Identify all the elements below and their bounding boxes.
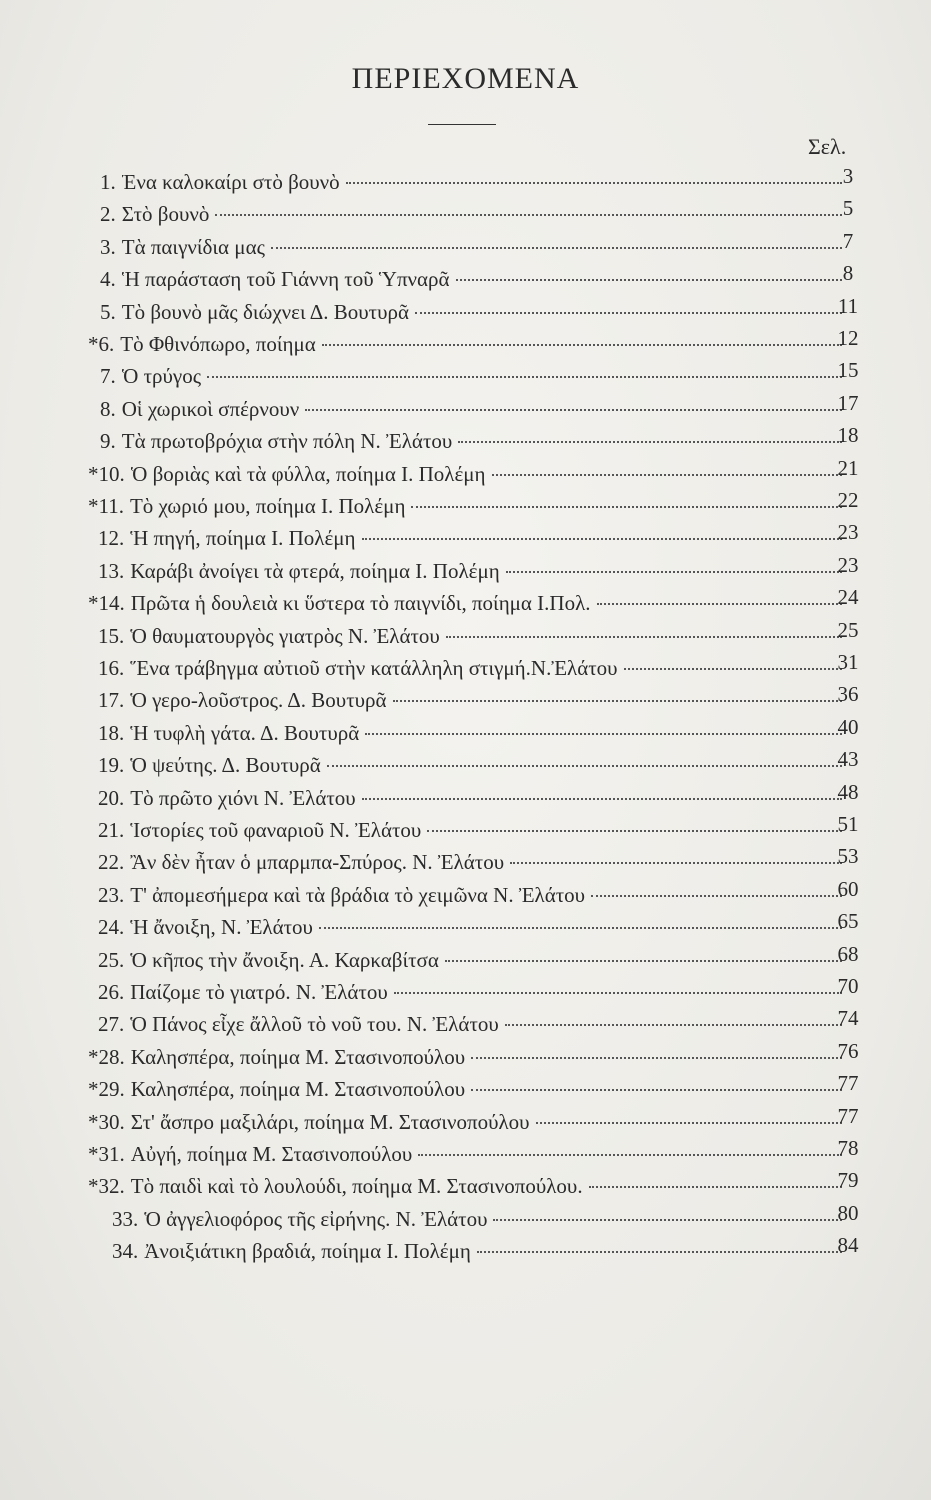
toc-entry-page: 78 [837,1136,859,1160]
toc-entry-title: Αὐγή, ποίημα Μ. Στασινοπούλου [130,1142,413,1166]
dot-leader [456,279,842,281]
page-title: ΠΕΡΙΕΧΟΜΕΝΑ [351,62,580,95]
toc-entry-title: Τὸ χωριό μου, ποίημα Ι. Πολέμη [129,494,406,518]
dot-leader [365,733,842,735]
toc-entry [88,326,859,364]
toc-entry-number: *29. [88,1077,125,1102]
toc-entry-title: Στὸ βουνὸ [121,202,210,227]
toc-entry-page: 51 [837,812,859,836]
toc-entry-number: 4. [100,267,116,292]
dot-leader [207,376,842,378]
toc-entry-page: 24 [837,585,859,610]
toc-entry-number: 9. [100,429,116,454]
toc-entry [98,552,859,591]
dot-leader [492,474,842,476]
toc-entry-page: 23 [837,520,859,545]
toc-entry-page: 43 [837,747,859,772]
dot-leader [427,830,842,832]
toc-entry-page: 77 [837,1103,859,1128]
toc-entry-title: Ὁ ἀγγελιοφόρος τῆς εἰρήνης. Ν. Ἐλάτου [144,1206,488,1231]
toc-entry [100,196,854,234]
toc-entry [98,909,859,947]
dot-leader [394,992,842,994]
toc-entry-title: Ἱστορίες τοῦ φαναριοῦ Ν. Ἐλάτου [130,818,422,842]
toc-entry [112,1233,859,1271]
dot-leader [505,1024,842,1026]
toc-entry [100,261,854,299]
toc-entry-number: 26. [98,980,125,1004]
toc-entry-page: 22 [837,488,859,512]
toc-entry [88,1136,859,1174]
dot-leader [624,668,842,670]
toc-entry-page: 53 [837,844,859,869]
toc-entry-page: 23 [837,552,859,577]
dot-leader [305,409,842,411]
dot-leader [471,1089,842,1091]
dot-leader [493,1219,842,1221]
toc-entry [88,455,859,494]
toc-entry [88,1103,859,1142]
toc-entry-page: 84 [837,1233,859,1258]
toc-entry-number: 16. [98,656,125,680]
toc-entry-page: 65 [837,909,859,934]
toc-entry [100,390,859,429]
dot-leader [589,1186,842,1188]
toc-entry-number: *31. [88,1142,125,1166]
toc-entry-page: 8 [842,261,854,286]
toc-entry-page: 3 [842,164,854,188]
toc-entry-title: Παίζομε τὸ γιατρό. Ν. Ἐλάτου [130,980,388,1004]
toc-entry-number: 20. [98,785,125,810]
toc-entry-number: 5. [100,299,116,324]
dot-leader [362,538,842,540]
dot-leader [477,1251,842,1253]
toc-entry-number: 25. [98,947,125,972]
toc-entry-number: 34. [112,1239,139,1264]
toc-entry-title: Ἂν δὲν ἦταν ὁ μπαρμπα-Σπύρος. Ν. Ἐλάτου [130,850,505,875]
toc-entry-number: 33. [112,1206,139,1231]
toc-entry-page: 31 [837,650,859,674]
toc-entry-page: 15 [837,358,859,383]
toc-entry-page: 40 [837,714,859,739]
toc-entry-title: Στ' ἄσπρο μαξιλάρι, ποίημα Μ. Στασινοπούλου [130,1109,530,1134]
toc-entry-number: 3. [100,234,116,259]
toc-entry-page: 36 [837,682,859,707]
dot-leader [362,798,842,800]
toc-entry-title: Ὁ τρύγος [121,364,202,389]
toc-entry-number: *28. [88,1044,125,1069]
toc-entry-page: 11 [837,293,859,318]
toc-entry-number: 21. [98,818,125,842]
toc-entry-title: Τ' ἀπομεσήμερα καὶ τὰ βράδια τὸ χειμῶνα Ν. Ἐλάτου [130,882,586,907]
dot-leader [346,182,842,184]
toc-entry-page: 74 [837,1006,859,1031]
toc-entry-number: 1. [100,170,116,194]
dot-leader [322,344,842,346]
toc-entry-page: 77 [837,1071,859,1096]
toc-entry [100,293,859,332]
toc-entry [98,747,859,785]
toc-entry-number: 17. [98,688,125,713]
toc-entry-number: 22. [98,850,125,875]
toc-entry-number: 12. [98,526,125,551]
toc-entry-title: Ὁ βοριὰς καὶ τὰ φύλλα, ποίημα Ι. Πολέμη [130,461,486,486]
toc-entry-number: 24. [98,915,125,940]
toc-entry-title: Ὁ γερο-λοῦστρος. Δ. Βουτυρᾶ [130,688,387,713]
toc-entry-page: 7 [842,228,854,253]
toc-entry-title: Ἀνοιξιάτικη βραδιά, ποίημα Ι. Πολέμη [144,1239,471,1264]
toc-entry-title: Ἕνα τράβηγμα αὐτιοῦ στὴν κατάλληλη στιγμή.Ν.Ἐλάτου [130,656,618,680]
toc-entry [100,164,854,202]
dot-leader [418,1154,842,1156]
dot-leader [445,960,842,962]
toc-entry [98,974,859,1012]
toc-entry-number: 8. [100,396,116,421]
toc-entry [98,682,859,720]
toc-entry [100,228,854,267]
toc-entry-title: Ἡ ἄνοιξη, Ν. Ἐλάτου [130,915,313,940]
toc-entry-title: Καράβι ἀνοίγει τὰ φτερά, ποίημα Ι. Πολέμη [130,558,500,583]
page-column-label: Σελ. [808,134,847,159]
dot-leader [506,571,842,573]
toc-entry-page: 60 [837,876,859,901]
toc-entry-page: 17 [837,390,859,415]
toc-entry-title: Τὸ βουνὸ μᾶς διώχνει Δ. Βουτυρᾶ [121,299,409,324]
toc-entry-title: Τὰ παιγνίδια μας [121,234,265,259]
toc-entry-title: Ὁ ψεύτης. Δ. Βουτυρᾶ [130,753,321,778]
toc-entry-page: 79 [837,1168,859,1193]
toc-entry-page: 18 [837,423,859,448]
toc-entry-number: 15. [98,623,125,648]
dot-leader [510,862,842,864]
toc-entry-number: 13. [98,558,125,583]
toc-entry-page: 25 [837,617,859,642]
toc-entry [98,650,859,688]
dot-leader [393,700,842,702]
toc-entry-number: 7. [100,364,116,389]
toc-entry-number: *30. [88,1109,125,1134]
toc-entry [98,876,859,915]
dot-leader [536,1122,842,1124]
dot-leader [597,603,842,605]
toc-entry-title: Καλησπέρα, ποίημα Μ. Στασινοπούλου [130,1077,466,1102]
toc-entry [98,520,859,558]
toc-entry [88,1168,859,1206]
toc-entry-title: Ἡ παράσταση τοῦ Γιάννη τοῦ Ὑπναρᾶ [121,267,450,292]
dot-leader [415,312,842,314]
dot-leader [591,895,842,897]
toc-entry-page: 12 [837,326,859,350]
toc-entry-title: Ἡ πηγή, ποίημα Ι. Πολέμη [130,526,356,551]
toc-entry-page: 5 [842,196,854,221]
toc-entry-title: Τὸ πρῶτο χιόνι Ν. Ἐλάτου [130,785,356,810]
toc-entry-page: 21 [837,455,859,480]
dot-leader [271,247,842,249]
toc-entry-number: *10. [88,461,125,486]
toc-entry-page: 70 [837,974,859,998]
toc-entry-title: Οἱ χωρικοὶ σπέρνουν [121,396,300,421]
title-rule [428,124,496,125]
toc-entry-number: 27. [98,1012,125,1037]
toc-entry [88,585,859,623]
toc-entry [112,1200,859,1239]
dot-leader [215,214,842,216]
toc-entry-number: 2. [100,202,116,227]
toc-entry-title: Τὰ πρωτοβρόχια στὴν πόλη Ν. Ἐλάτου [121,429,453,454]
toc-entry [98,1006,859,1044]
toc-entry [98,812,859,850]
toc-entry [88,1071,859,1109]
toc-entry [100,423,859,461]
toc-entry-page: 48 [837,779,859,804]
toc-entry-title: Καλησπέρα, ποίημα Μ. Στασινοπούλου [130,1044,466,1069]
toc-entry [98,941,859,980]
toc-entry [98,779,859,818]
toc-entry-page: 80 [837,1200,859,1225]
toc-entry-number: *6. [88,332,115,356]
toc-entry-number: *11. [88,494,124,518]
toc-entry-title: Ὁ κῆπος τὴν ἄνοιξη. Α. Καρκαβίτσα [130,947,439,972]
dot-leader [458,441,842,443]
toc-entry [98,617,859,656]
toc-entry-title: Ὁ Πάνος εἶχε ἄλλοῦ τὸ νοῦ του. Ν. Ἐλάτου [130,1012,499,1037]
toc-entry [98,714,859,753]
toc-entry [88,1038,859,1077]
toc-entry-number: 23. [98,882,125,907]
toc-entry-title: Τὸ παιδὶ καὶ τὸ λουλούδι, ποίημα Μ. Στασινοπούλου. [130,1174,583,1199]
toc-entry-title: Ἡ τυφλὴ γάτα. Δ. Βουτυρᾶ [130,720,360,745]
toc-entry-page: 68 [837,941,859,966]
toc-entry-number: 19. [98,753,125,778]
dot-leader [411,506,842,508]
toc-entry-title: Ένα καλοκαίρι στὸ βουνὸ [121,170,340,194]
toc-entry-number: *14. [88,591,125,616]
dot-leader [471,1057,842,1059]
toc-entry-title: Πρῶτα ἡ δουλειὰ κι ὕστερα τὸ παιγνίδι, ποίημα Ι.Πολ. [130,591,591,616]
dot-leader [327,765,842,767]
dot-leader [446,636,842,638]
toc-entry-number: *32. [88,1174,125,1199]
toc-entry [100,358,859,396]
toc-entry [88,488,859,526]
dot-leader [319,927,842,929]
toc-entry-title: Τὸ Φθινόπωρο, ποίημα [120,332,316,356]
toc-entry-title: Ὁ θαυματουργὸς γιατρὸς Ν. Ἐλάτου [130,623,440,648]
toc-entry [98,844,859,882]
toc-entry-number: 18. [98,720,125,745]
toc-entry-page: 76 [837,1038,859,1063]
